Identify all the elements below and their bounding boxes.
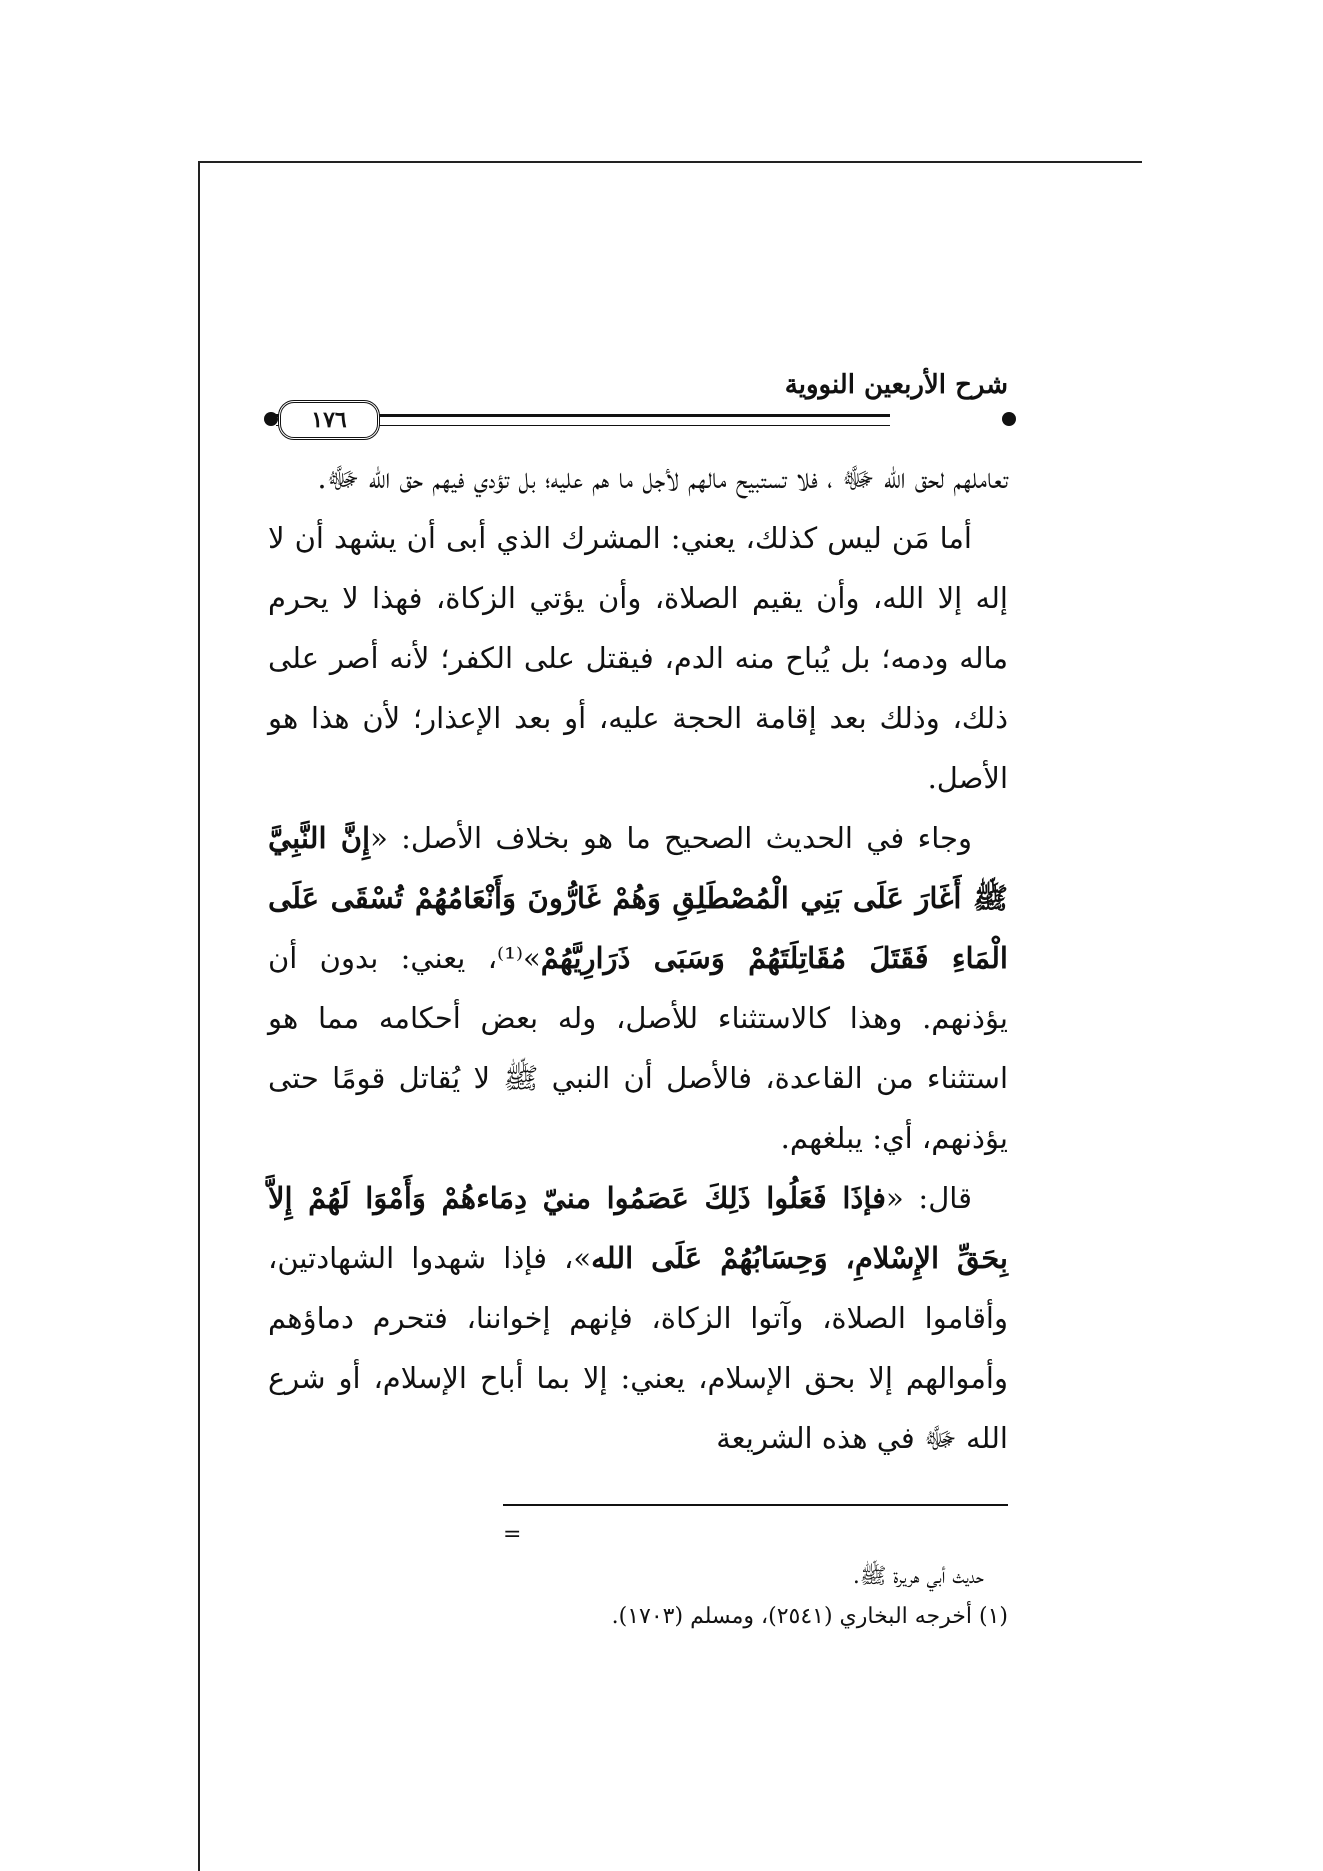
book-title: شرح الأربعين النووية (784, 370, 1008, 400)
footnote-continuation: حديث أبي هريرة ﷺ. (852, 1564, 984, 1589)
paragraph-4-rest: »، فإذا شهدوا الشهادتين، وأقاموا الصلاة، وآتوا الزكاة، فإنهم إخواننا، فتحرم دماؤهم وأموالهم إلا بحق الإسلام، يعني: إلا بما أباح الإسلام، أو شرع الله ﷻ في هذه الشريعة (268, 1241, 1008, 1455)
hadith-quote-2: فإذَا فَعَلُوا ذَلِكَ عَصَمُوا منيّ دِمَاءهُمْ وَأَمْوَا لَهُمْ إِلاَّ بِحَقِّ الإِسْلامِ، وَحِسَابُهُمْ عَلَى الله (268, 1181, 1009, 1275)
footnote-1: (١) أخرجه البخاري (٢٥٤١)، ومسلم (١٧٠٣). (611, 1604, 1008, 1629)
footnotes (268, 1557, 1008, 1637)
footnote-continuation-marker: = (503, 1522, 522, 1547)
paragraph-3-intro: وجاء في الحديث الصحيح ما هو بخلاف الأصل: « (370, 821, 972, 855)
paragraph-3-rest: »⁽¹⁾، يعني: بدون أن يؤذنهم. وهذا كالاستثناء للأصل، وله بعض أحكامه مما هو استثناء من القاعدة، فالأصل أن النبي ﷺ لا يُقاتل قومًا حتى يؤذنهم، أي: يبلغهم. (268, 941, 1008, 1155)
body-text (268, 448, 1008, 1468)
paragraph-4-intro: قال: « (885, 1181, 972, 1215)
page-number: ١٧٦ (278, 400, 380, 440)
header-dot-left (264, 412, 278, 426)
paragraph-4 (268, 1168, 1008, 1468)
paragraph-1: تعاملهم لحق الله ﷻ ، فلا تستبيح مالهم لأجل ما هم عليه؛ بل تؤدي فيهم حق الله ﷻ. (317, 461, 1008, 495)
scan-border-left (198, 161, 200, 1871)
document-page (268, 370, 1008, 1637)
hadith-quote-1: إِنَّ النَّبِيَّ ﷺ أَغَارَ عَلَى بَنِي الْمُصْطَلِقِ وَهُمْ غَارُّونَ وَأَنْعَامُهُمْ تُسْقَى عَلَى الْمَاءِ فَقَتَلَ مُقَاتِلَتَهُمْ وَسَبَى ذَرَارِيَّهُمْ (268, 821, 1008, 975)
header-dot-right (1002, 412, 1016, 426)
paragraph-3 (268, 808, 1008, 1168)
scan-border-top (198, 161, 1142, 163)
page-header (268, 370, 1008, 448)
paragraph-2: أما مَن ليس كذلك، يعني: المشرك الذي أبى أن يشهد أن لا إله إلا الله، وأن يقيم الصلاة، وأن يؤتي الزكاة، فهذا لا يحرم ماله ودمه؛ بل يُباح منه الدم، فيقتل على الكفر؛ لأنه أصر على ذلك، وذلك بعد إقامة الحجة عليه، أو بعد الإعذار؛ لأن هذا هو الأصل. (268, 521, 1008, 795)
footnote-separator (503, 1504, 1008, 1506)
